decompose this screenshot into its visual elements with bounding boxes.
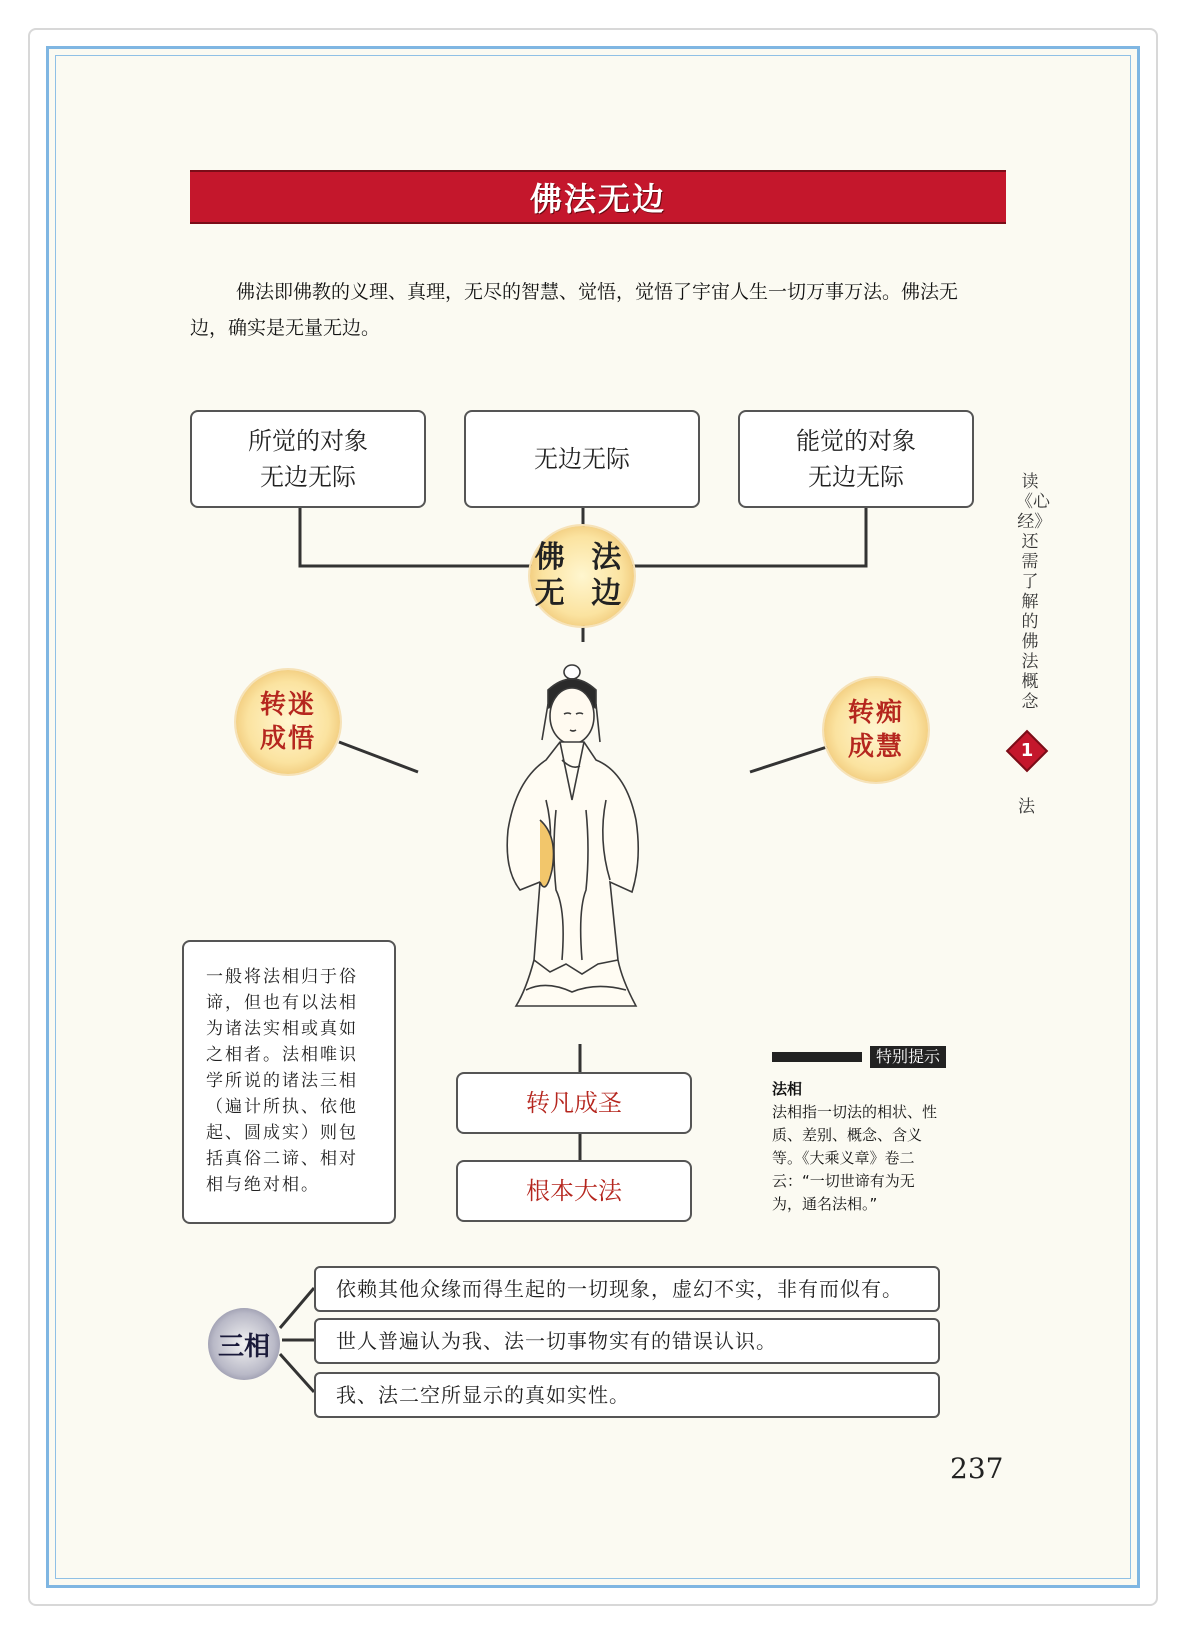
top-box-center <box>464 410 700 508</box>
title-banner <box>190 170 1006 224</box>
right-circle-line2: 成慧 <box>847 732 904 762</box>
top-box-left-line2: 无边无际 <box>260 463 356 491</box>
chapter-number: 1 <box>1020 740 1034 761</box>
intro-paragraph: 佛法即佛教的义理、真理，无尽的智慧、觉悟，觉悟了宇宙人生一切万事万法。佛法无边，确实是无量无边。 <box>190 281 959 339</box>
bottom-box-root <box>456 1160 692 1222</box>
top-box-right <box>738 410 974 508</box>
tip-body <box>772 1078 942 1216</box>
top-box-right-line2: 无边无际 <box>808 463 904 491</box>
bottom-box-sage <box>456 1072 692 1134</box>
center-circle <box>530 526 634 626</box>
three-aspects-item-3: 我、法二空所显示的真如实性。 <box>314 1372 940 1418</box>
chapter-label: 法 <box>1018 797 1035 817</box>
running-title-vertical: 读《心经》还需了解的佛法概念 <box>1016 472 1050 712</box>
right-circle-line1: 转痴 <box>847 698 904 728</box>
left-circle <box>236 670 340 774</box>
tip-text: 法相指一切法的相状、性质、差别、概念、含义等。《大乘义章》卷二云：“一切世谛有为无为，通名法相。” <box>772 1103 938 1213</box>
bottom-box-sage-label: 转凡成圣 <box>526 1089 622 1117</box>
right-circle <box>824 678 928 782</box>
left-circle-line1: 转迷 <box>259 690 316 720</box>
top-box-left-line1: 所觉的对象 <box>248 427 368 455</box>
side-note-box: 一般将法相归于俗谛，但也有以法相为诸法实相或真如之相者。法相唯识学所说的诸法三相（遍计所执、依他起、圆成实）则包括真俗二谛、相对相与绝对相。 <box>182 940 396 1224</box>
tip-header <box>772 1046 946 1068</box>
page-title: 佛法无边 <box>529 180 666 218</box>
monk-figure-illustration <box>486 660 656 1016</box>
center-circle-line2: 无 边 <box>534 576 630 611</box>
top-box-center-line1: 无边无际 <box>534 445 630 473</box>
three-aspects-item-1: 依赖其他众缘而得生起的一切现象，虚幻不实，非有而似有。 <box>314 1266 940 1312</box>
left-circle-line2: 成悟 <box>259 724 316 754</box>
tip-header-rule <box>772 1052 862 1062</box>
top-box-left <box>190 410 426 508</box>
center-circle-line1: 佛 法 <box>534 540 630 575</box>
top-box-right-line1: 能觉的对象 <box>796 427 916 455</box>
tip-header-label: 特别提示 <box>870 1046 946 1068</box>
tip-term: 法相 <box>772 1080 803 1098</box>
three-aspects-badge: 三相 <box>208 1308 280 1380</box>
three-aspects-item-2: 世人普遍认为我、法一切事物实有的错误认识。 <box>314 1318 940 1364</box>
page-number: 237 <box>950 1452 1004 1485</box>
bottom-box-root-label: 根本大法 <box>526 1177 622 1205</box>
